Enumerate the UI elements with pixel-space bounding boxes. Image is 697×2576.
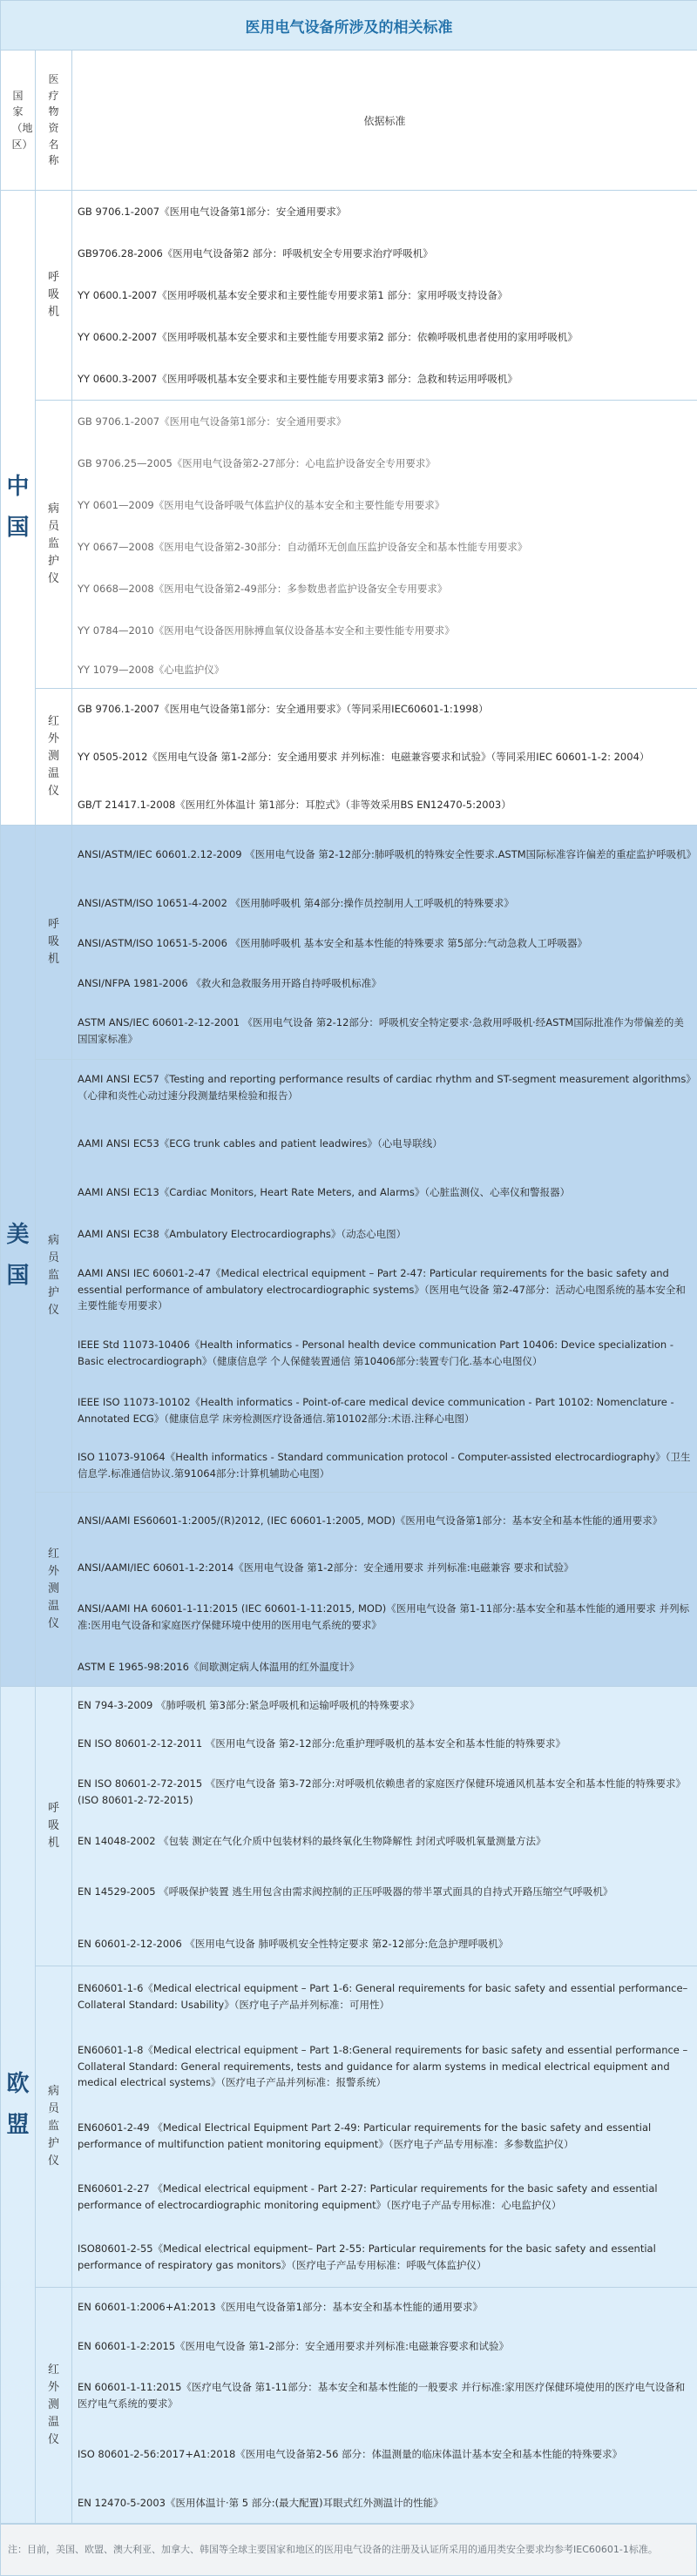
standard-item: YY 0667—2008《医用电气设备第2-30部分：自动循环无创血压监护设备安全和基本性能专用要求》 (72, 526, 697, 568)
region-name-usa: 美国 (7, 1215, 30, 1297)
standard-item: EN60601-1-6《Medical electrical equipment – Part 1-6: General requirements for basic safety and essential performance– Collateral Standard: Usability》（医疗电子产品并列标准：可用性） (72, 1966, 697, 2027)
page-title: 医用电气设备所涉及的相关标准 (1, 1, 697, 51)
standard-item: EN60601-2-27 《Medical electrical equipment - Part 2-27: Particular requirements for the basic safety and essential performance of electrocardiographic monitoring equipment》（医疗电子产品专用标准：心电监护仪） (72, 2167, 697, 2228)
standard-item: GB/T 21417.1-2008《医用红外体温计 第1部分：耳腔式》（非等效采用BS EN12470-5:2003） (72, 785, 697, 825)
standard-item: YY 0600.2-2007《医用呼吸机基本安全要求和主要性能专用要求第2 部分：依赖呼吸机患者使用的家用呼吸机》 (72, 316, 697, 358)
standard-item: GB 9706.1-2007《医用电气设备第1部分：安全通用要求》 (72, 191, 697, 233)
device-name: 病员监护仪 (48, 501, 60, 589)
standard-item: ISO80601-2-55《Medical electrical equipment– Part 2-55: Particular requirements for the basic safety and essential performance of respiratory gas monitors》（医疗电子产品专用标准：呼吸气体监护仪） (72, 2228, 697, 2287)
standard-item: EN 60601-2-12-2006 《医用电气设备 肺呼吸机安全性特定要求 第2-12部分:危急护理呼吸机》 (72, 1922, 697, 1966)
standard-item: ANSI/ASTM/ISO 10651-5-2006 《医用肺呼吸机 基本安全和基本性能的特殊要求 第5部分:气动急救人工呼吸器》 (72, 923, 697, 963)
standard-item: EN60601-2-49 《Medical Electrical Equipment Part 2-49: Particular requirements for the basic safety and essential performance of multifunction patient monitoring equipment》（医疗电子产品专用标准：多参数监护仪） (72, 2106, 697, 2167)
standard-item: EN ISO 80601-2-72-2015 《医疗电气设备 第3-72部分:对呼吸机依赖患者的家庭医疗保健环境通风机基本安全和基本性能的特殊要求》(ISO 80601-2-72-2015) (72, 1763, 697, 1821)
standard-item: EN ISO 80601-2-12-2011 《医用电气设备 第2-12部分:危重护理呼吸机的基本安全和基本性能的特殊要求》 (72, 1723, 697, 1763)
header-country: 国家（地区） (12, 88, 24, 152)
standard-item: YY 0600.3-2007《医用呼吸机基本安全要求和主要性能专用要求第3 部分：急救和转运用呼吸机》 (72, 358, 697, 400)
footnote: 注：目前，美国、欧盟、澳大利亚、加拿大、韩国等全球主要国家和地区的医用电气设备的注册及认证所采用的通用类安全要求均参考IEC60601-1标准。 (0, 2524, 697, 2576)
standard-item: IEEE ISO 11073-10102《Health informatics - Point-of-care medical device communication - Part 10102: Nomenclature - Annotated ECG》（健康信息学 床旁检测医疗设备通信.第10102部分:术语.注释心电图） (72, 1382, 697, 1440)
standard-item: YY 0668—2008《医用电气设备第2-49部分：多参数患者监护设备安全专用要求》 (72, 568, 697, 610)
standard-item: EN 794-3-2009 《肺呼吸机 第3部分:紧急呼吸机和运输呼吸机的特殊要求》 (72, 1687, 697, 1723)
standard-item: YY 0784—2010《医用电气设备医用脉搏血氧仪设备基本安全和主要性能专用要求》 (72, 610, 697, 651)
standard-item: GB9706.28-2006《医用电气设备第2 部分：呼吸机安全专用要求治疗呼吸机》 (72, 233, 697, 274)
standard-item: AAMI ANSI IEC 60601-2-47《Medical electrical equipment – Part 2-47: Particular requirements for the basic safety and essential performance of ambulatory electrocardiographic systems》（医用电气设备 第2-47部分：活动心电图系统的基本安全和主要性能专用要求） (72, 1255, 697, 1325)
device-name: 呼吸机 (48, 916, 60, 968)
standard-item: GB 9706.25—2005《医用电气设备第2-27部分：心电监护设备安全专用要求》 (72, 442, 697, 484)
standard-item: ANSI/AAMI HA 60601-1-11:2015 (IEC 60601-1-11:2015, MOD)《医用电气设备 第1-11部分:基本安全和基本性能的通用要求 并列标准:医用电气设备和家庭医疗保健环境中使用的医用电气系统的要求》 (72, 1587, 697, 1648)
standard-item: YY 1079—2008《心电监护仪》 (72, 651, 697, 688)
standard-item: ISO 80601-2-56:2017+A1:2018《医用电气设备第2-56 部分：体温测量的临床体温计基本安全和基本性能的特殊要求》 (72, 2425, 697, 2483)
region-name-china: 中国 (7, 467, 30, 549)
header-standard: 依据标准 (72, 51, 697, 191)
device-name: 红外测温仪 (48, 713, 60, 801)
device-name: 红外测温仪 (48, 1546, 60, 1634)
standard-item: EN 60601-1-11:2015《医疗电气设备 第1-11部分：基本安全和基本性能的一般要求 并行标准:家用医疗保健环境使用的医疗电气设备和医疗电气系统的要求》 (72, 2366, 697, 2425)
standard-item: EN 12470-5-2003《医用体温计·第 5 部分:(最大配置)耳眼式红外测温计的性能》 (72, 2483, 697, 2523)
standard-item: EN 14529-2005 《呼吸保护装置 逃生用包含由需求阀控制的正压呼吸器的带半罩式面具的自持式开路压缩空气呼吸机》 (72, 1861, 697, 1922)
standard-item: ANSI/ASTM/ISO 10651-4-2002 《医用肺呼吸机 第4部分:操作员控制用人工呼吸机的特殊要求》 (72, 883, 697, 923)
standard-item: AAMI ANSI EC53《ECG trunk cables and patient leadwires》（心电导联线） (72, 1116, 697, 1171)
standard-item: GB 9706.1-2007《医用电气设备第1部分：安全通用要求》 (72, 401, 697, 442)
standard-item: EN 60601-1-2:2015《医用电气设备 第1-2部分：安全通用要求并列标准:电磁兼容要求和试验》 (72, 2326, 697, 2366)
standard-item: YY 0505-2012《医用电气设备 第1-2部分：安全通用要求 并列标准：电磁兼容要求和试验》（等同采用IEC 60601-1-2: 2004） (72, 729, 697, 785)
standard-item: EN 60601-1:2006+A1:2013《医用电气设备第1部分：基本安全和基本性能的通用要求》 (72, 2288, 697, 2326)
standard-item: YY 0600.1-2007《医用呼吸机基本安全要求和主要性能专用要求第1 部分：家用呼吸支持设备》 (72, 274, 697, 316)
standard-item: AAMI ANSI EC57《Testing and reporting performance results of cardiac rhythm and ST-segment measurement algorithms》（心律和炎性心动过速分段测量结果检验和报告） (72, 1060, 697, 1116)
standard-item: ISO 11073-91064《Health informatics - Standard communication protocol - Computer-assisted electrocardiography》（卫生信息学.标准通信协议.第91064部分:计算机辅助心电图） (72, 1440, 697, 1492)
standard-item: ASTM E 1965-98:2016《间歇测定病人体温用的红外温度计》 (72, 1648, 697, 1686)
region-name-eu: 欧盟 (7, 2064, 30, 2146)
device-name: 红外测温仪 (48, 2362, 60, 2450)
standard-item: GB 9706.1-2007《医用电气设备第1部分：安全通用要求》（等同采用IEC60601-1:1998） (72, 689, 697, 729)
standard-item: ANSI/AAMI ES60601-1:2005/(R)2012, (IEC 60601-1:2005, MOD)《医用电气设备第1部分：基本安全和基本性能的通用要求》 (72, 1493, 697, 1548)
device-name: 病员监护仪 (48, 1232, 60, 1320)
standard-item: AAMI ANSI EC38《Ambulatory Electrocardiographs》（动态心电图） (72, 1213, 697, 1255)
standard-item: IEEE Std 11073-10406《Health informatics - Personal health device communication Part 10406: Device specialization - Basic electrocardiograph》（健康信息学 个人保健装置通信 第10406部分:装置专门化.基本心电图仪） (72, 1325, 697, 1382)
standard-item: ANSI/AAMI/IEC 60601-1-2:2014《医用电气设备 第1-2部分：安全通用要求 并列标准:电磁兼容 要求和试验》 (72, 1548, 697, 1587)
header-device: 医疗物资名称 (48, 71, 60, 169)
device-name: 呼吸机 (48, 269, 60, 321)
standard-item: YY 0601—2009《医用电气设备呼吸气体监护仪的基本安全和主要性能专用要求》 (72, 484, 697, 526)
device-name: 呼吸机 (48, 1800, 60, 1852)
standard-item: ASTM ANS/IEC 60601-2-12-2001 《医用电气设备 第2-12部分：呼吸机安全特定要求·急救用呼吸机·经ASTM国际批准作为带偏差的美国国家标准》 (72, 1003, 697, 1059)
standard-item: AAMI ANSI EC13《Cardiac Monitors, Heart Rate Meters, and Alarms》（心脏监测仪、心率仪和警报器） (72, 1171, 697, 1213)
device-name: 病员监护仪 (48, 2083, 60, 2171)
standard-item: ANSI/NFPA 1981-2006 《救火和急救服务用开路自持呼吸机标准》 (72, 963, 697, 1003)
standard-item: EN 14048-2002 《包装 测定在气化介质中包装材料的最终氧化生物降解性 封闭式呼吸机氧量测量方法》 (72, 1821, 697, 1861)
standard-item: EN60601-1-8《Medical electrical equipment – Part 1-8:General requirements for basic safety and essential performance – Collateral Standard: General requirements, tests and guidance for alarm systems in medical electrical equipment and medical electrical systems》（医疗电子产品并列标准：报警系统） (72, 2027, 697, 2106)
standard-item: ANSI/ASTM/IEC 60601.2.12-2009 《医用电气设备 第2-12部分:肺呼吸机的特殊安全性要求.ASTM国际标准容许偏差的重症监护呼吸机》 (72, 826, 697, 883)
